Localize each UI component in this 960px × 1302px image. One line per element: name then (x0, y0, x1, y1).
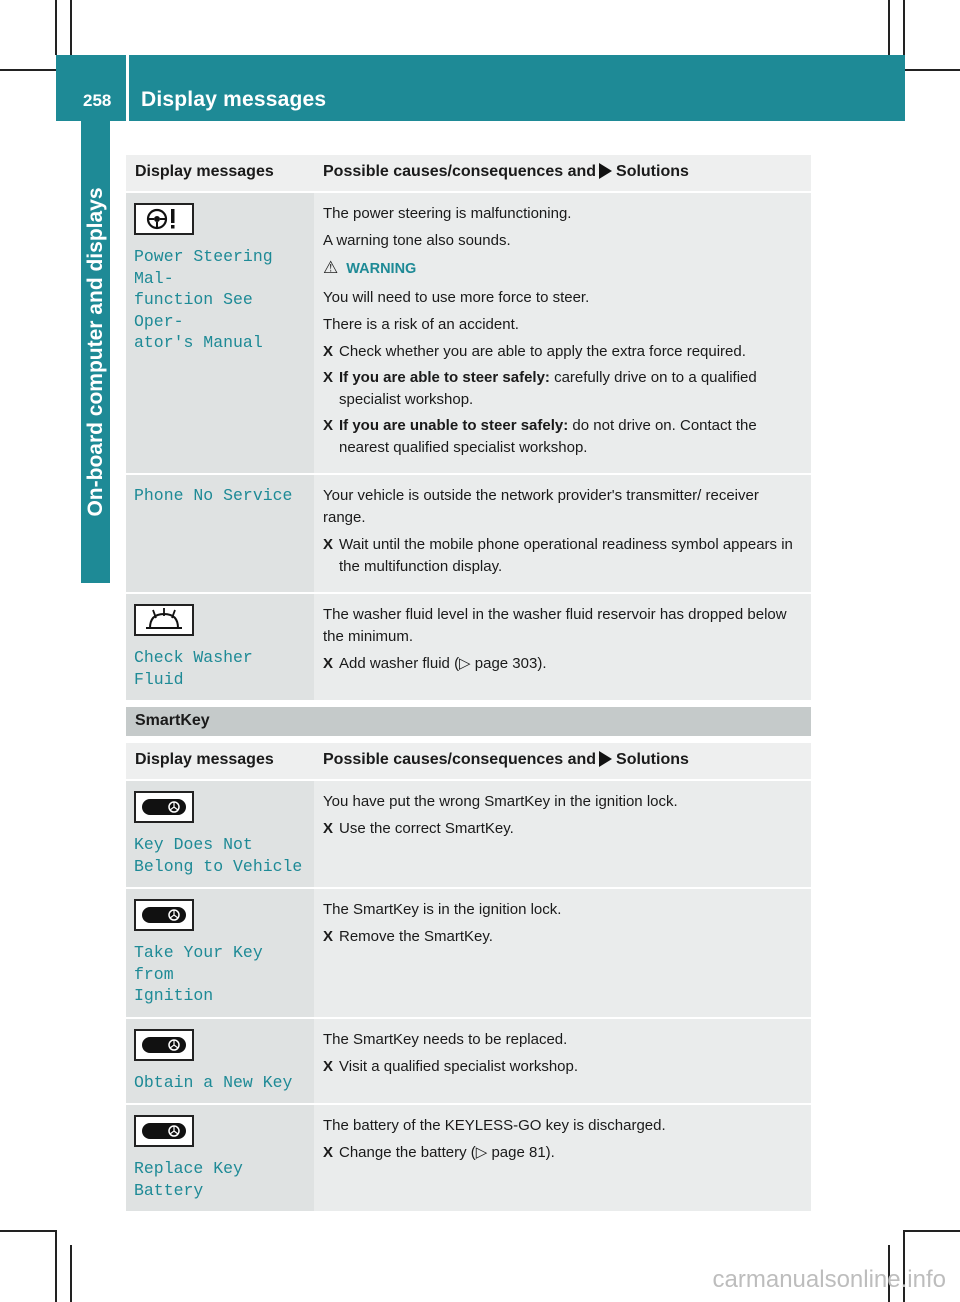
crop-mark (905, 1230, 960, 1232)
cause-text: Your vehicle is outside the network provider's transmitter/ receiver range. (323, 487, 759, 526)
step-arrow-icon: X (323, 369, 334, 386)
message-cell (126, 593, 314, 701)
smartkey-icon (134, 899, 194, 931)
page-title: Display messages (141, 88, 327, 111)
solution-step: X Change the battery (▷ page 81). (323, 1142, 805, 1164)
message-code: Take Your Key from Ignition (134, 943, 263, 1005)
message-code: Key Does Not Belong to Vehicle (134, 835, 303, 876)
table-row (126, 474, 811, 593)
message-code: Replace Key Battery (134, 1159, 243, 1200)
table-row (126, 192, 811, 474)
col-header-causes: Possible causes/consequences and Solutions (314, 155, 811, 192)
header-divider (126, 55, 129, 121)
step-arrow-icon: X (323, 928, 334, 945)
section-title: SmartKey (135, 712, 210, 729)
cause-text: There is a risk of an accident. (323, 316, 519, 333)
cause-text: You have put the wrong SmartKey in the ignition lock. (323, 793, 678, 810)
smartkey-icon (134, 791, 194, 823)
message-code: Check Washer Fluid (134, 648, 253, 689)
smartkey-icon (134, 1029, 194, 1061)
crop-mark (0, 1230, 56, 1232)
col-header-messages: Display messages (126, 155, 314, 192)
section-header (126, 707, 811, 736)
cause-text: The SmartKey is in the ignition lock. (323, 901, 562, 918)
page-number: 258 (83, 91, 112, 110)
washer-fluid-icon (134, 604, 194, 636)
message-code: Power Steering Mal‐ function See Oper‐ ator's Manual (134, 247, 273, 352)
solution-cell (314, 1018, 811, 1105)
play-arrow-icon (599, 163, 612, 179)
step-arrow-icon: X (323, 1144, 334, 1161)
solution-step: X Use the correct SmartKey. (323, 818, 805, 840)
crop-mark (70, 0, 72, 55)
crop-mark (70, 1245, 72, 1302)
step-arrow-icon: X (323, 343, 334, 360)
cause-text: You will need to use more force to steer. (323, 289, 590, 306)
step-arrow-icon: X (323, 1057, 334, 1075)
smartkey-icon (134, 1115, 194, 1147)
table-header-row (126, 155, 811, 192)
page-header (56, 55, 905, 121)
solution-cell (314, 474, 811, 593)
side-tab-label: On-board computer and displays (84, 187, 107, 517)
solution-cell (314, 593, 811, 701)
col-header-messages: Display messages (126, 743, 314, 780)
crop-mark (0, 69, 56, 71)
steering-wheel-warning-icon (134, 203, 194, 235)
crop-mark (888, 0, 890, 55)
table-row (126, 593, 811, 701)
table-row (126, 888, 811, 1018)
step-arrow-icon: X (323, 820, 334, 837)
table-header-row (126, 743, 811, 780)
step-arrow-icon: X (323, 655, 334, 672)
smartkey-messages-table (126, 743, 811, 1213)
message-cell (126, 888, 314, 1018)
solution-cell (314, 192, 811, 474)
solution-cell (314, 1104, 811, 1212)
play-arrow-icon (599, 751, 612, 767)
message-cell (126, 192, 314, 474)
crop-mark (905, 69, 960, 71)
warning-triangle-icon: ⚠ (323, 258, 339, 277)
message-code: Obtain a New Key (134, 1072, 293, 1092)
message-cell (126, 1018, 314, 1105)
cause-text: The battery of the KEYLESS-GO key is discharged. (323, 1117, 666, 1134)
step-arrow-icon: X (323, 536, 334, 553)
message-cell (126, 780, 314, 888)
solution-step: X Check whether you are able to apply the extra force required. (323, 341, 805, 363)
table-row (126, 780, 811, 888)
table-row (126, 1018, 811, 1105)
message-code: Phone No Service (134, 486, 293, 505)
step-arrow-icon: X (323, 417, 334, 434)
message-cell (126, 1104, 314, 1212)
crop-mark (55, 0, 57, 55)
crop-mark (903, 0, 905, 55)
solution-cell (314, 780, 811, 888)
col-header-causes: Possible causes/consequences and Solutions (314, 743, 811, 780)
table-row (126, 1104, 811, 1212)
display-messages-table (126, 155, 811, 702)
cause-text: The washer fluid level in the washer fluid reservoir has dropped below the minimum. (323, 606, 787, 645)
solution-step: X Remove the SmartKey. (323, 926, 805, 948)
cause-text: The power steering is malfunctioning. (323, 205, 572, 222)
message-cell (126, 474, 314, 593)
solution-step: X If you are able to steer safely: carefully drive on to a qualified specialist workshop. (323, 369, 757, 408)
solution-step: X Visit a qualified specialist workshop. (323, 1056, 805, 1078)
cause-text: The SmartKey needs to be replaced. (323, 1030, 568, 1048)
solution-cell (314, 888, 811, 1018)
cause-text: A warning tone also sounds. (323, 232, 511, 249)
warning-label: ⚠ WARNING (323, 258, 417, 277)
solution-step: X Add washer fluid (▷ page 303). (323, 653, 805, 675)
solution-step: X Wait until the mobile phone operational readiness symbol appears in the multifunction display. (323, 536, 793, 575)
solution-step: X If you are unable to steer safely: do not drive on. Contact the nearest qualified specialist workshop. (323, 417, 757, 456)
watermark: carmanualsonline.info (712, 1266, 946, 1293)
crop-mark (55, 1230, 57, 1302)
